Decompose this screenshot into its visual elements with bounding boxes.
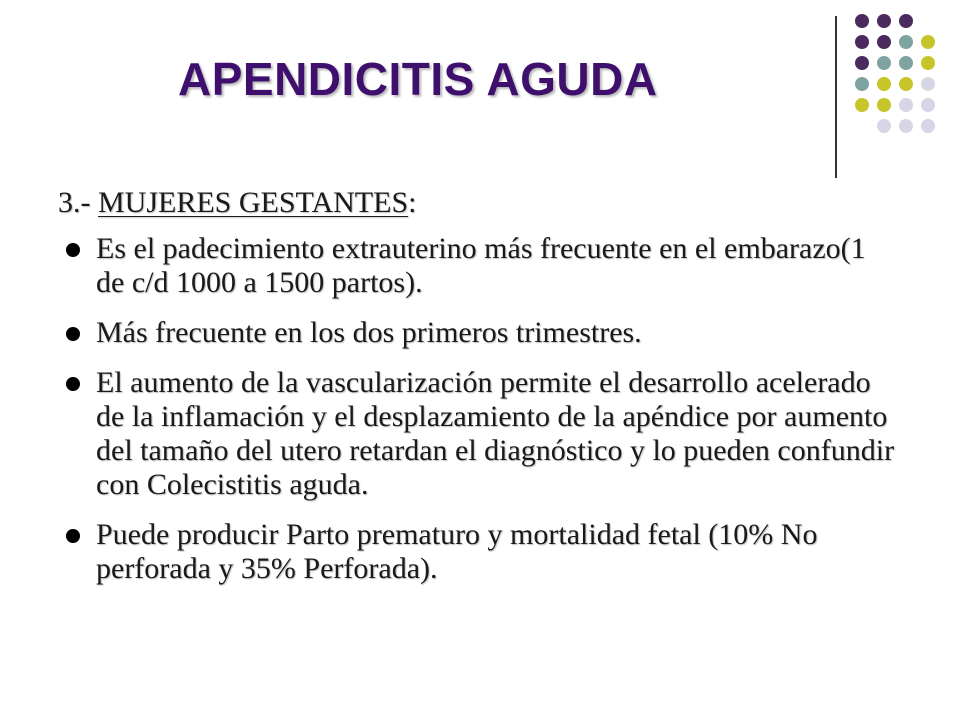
decorative-dot bbox=[921, 77, 935, 91]
bullet-text: Más frecuente en los dos primeros trimestres. bbox=[96, 316, 642, 349]
decorative-dot bbox=[855, 35, 869, 49]
decorative-dot bbox=[899, 56, 913, 70]
decorative-dot bbox=[877, 119, 891, 133]
decorative-dot bbox=[855, 56, 869, 70]
decorative-dot bbox=[921, 119, 935, 133]
decorative-dot bbox=[877, 56, 891, 70]
decorative-dot bbox=[855, 14, 869, 28]
decorative-dot bbox=[855, 77, 869, 91]
bullet-item bbox=[58, 518, 898, 586]
decorative-dot bbox=[921, 35, 935, 49]
section-heading bbox=[58, 186, 898, 220]
bullet-item bbox=[58, 232, 898, 300]
bullet-text: Puede producir Parto prematuro y mortalidad fetal (10% No perforada y 35% Perforada). bbox=[96, 518, 818, 585]
decorative-dot bbox=[899, 14, 913, 28]
vertical-divider-line bbox=[835, 16, 837, 178]
decorative-dot bbox=[899, 119, 913, 133]
bullet-item bbox=[58, 366, 898, 502]
decorative-dot bbox=[921, 98, 935, 112]
slide-title: APENDICITIS AGUDA bbox=[178, 53, 658, 105]
decorative-dot bbox=[899, 77, 913, 91]
bullet-text: El aumento de la vascularización permite el desarrollo acelerado de la inflamación y el desplazamiento de la apéndice por aumento del tamaño del utero retardan el diagnóstico y lo pueden confundir con Colecistitis aguda. bbox=[96, 366, 895, 501]
bullet-list bbox=[58, 232, 898, 586]
decorative-dot bbox=[877, 14, 891, 28]
bullet-dot-icon bbox=[66, 327, 80, 341]
decorative-dot bbox=[921, 56, 935, 70]
bullet-text: Es el padecimiento extrauterino más frecuente en el embarazo(1 de c/d 1000 a 1500 partos). bbox=[96, 232, 866, 299]
section-heading-colon: : bbox=[408, 186, 417, 219]
bullet-dot-icon bbox=[66, 243, 80, 257]
decorative-dot bbox=[877, 77, 891, 91]
section-heading-text: MUJERES GESTANTES bbox=[98, 186, 409, 219]
bullet-dot-icon bbox=[66, 377, 80, 391]
bullet-dot-icon bbox=[66, 529, 80, 543]
slide-body bbox=[58, 186, 898, 602]
decorative-dot bbox=[855, 98, 869, 112]
bullet-item bbox=[58, 316, 898, 350]
decorative-dot bbox=[899, 35, 913, 49]
decorative-dot bbox=[877, 35, 891, 49]
decorative-dot bbox=[877, 98, 891, 112]
section-number: 3.- bbox=[58, 186, 98, 219]
decorative-dot bbox=[899, 98, 913, 112]
